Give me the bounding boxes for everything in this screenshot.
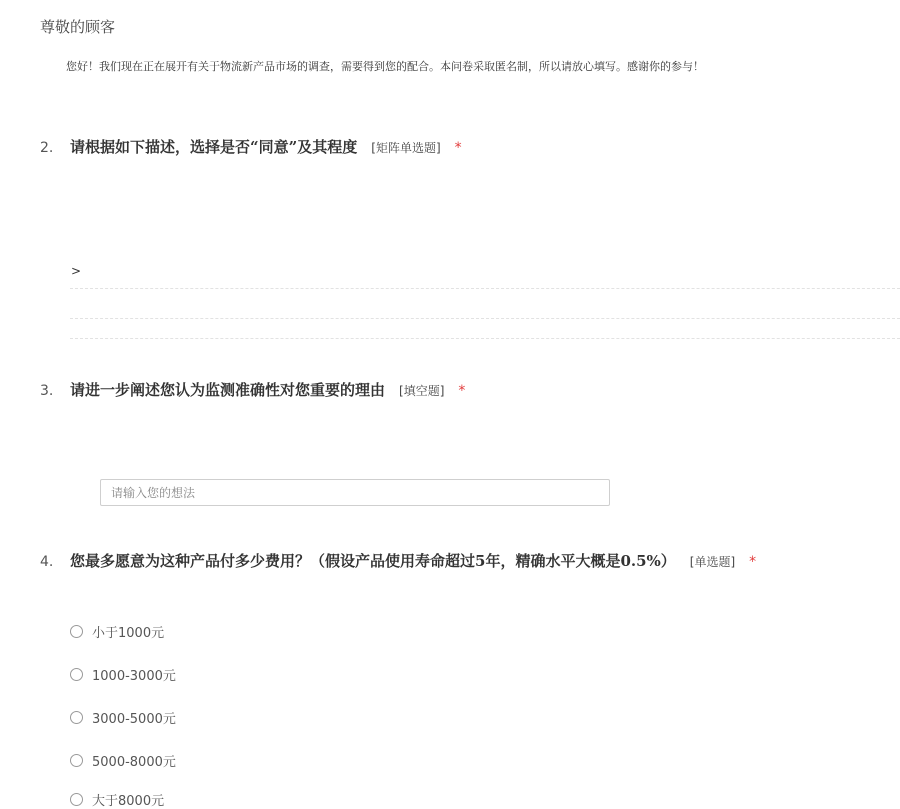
option-label: 小于1000元 bbox=[92, 626, 165, 641]
question-title: 您最多愿意为这种产品付多少费用？（假设产品使用寿命超过5年，精确水平大概是0.5%） bbox=[70, 552, 676, 570]
required-marker: * bbox=[749, 554, 757, 570]
question-number: 2. bbox=[40, 140, 54, 156]
required-marker: * bbox=[458, 383, 466, 399]
question-type-label: [矩阵单选题] bbox=[371, 141, 441, 155]
question-number: 4. bbox=[40, 554, 54, 570]
survey-intro: 您好！我们现在正在展开有关于物流新产品市场的调查，需要得到您的配合。本问卷采取匿名制，所以请放心填写。感谢你的参与！ bbox=[66, 60, 704, 73]
greeting-title: 尊敬的顾客 bbox=[40, 18, 116, 36]
radio-circle-icon[interactable] bbox=[70, 625, 83, 638]
option-radio-3[interactable] bbox=[70, 708, 176, 727]
option-label: 大于8000元 bbox=[92, 794, 165, 809]
question-type-label: [单选题] bbox=[689, 555, 736, 569]
radio-circle-icon[interactable] bbox=[70, 668, 83, 681]
option-radio-2[interactable] bbox=[70, 665, 176, 684]
option-radio-4[interactable] bbox=[70, 751, 176, 770]
radio-circle-icon[interactable] bbox=[70, 754, 83, 767]
question-number: 3. bbox=[40, 383, 54, 399]
radio-circle-icon[interactable] bbox=[70, 711, 83, 724]
matrix-divider bbox=[70, 338, 900, 339]
option-label: 3000-5000元 bbox=[92, 712, 176, 727]
option-label: 1000-3000元 bbox=[92, 669, 176, 684]
matrix-divider bbox=[70, 288, 900, 289]
question-4-header bbox=[40, 550, 756, 571]
radio-circle-icon[interactable] bbox=[70, 793, 83, 806]
question-type-label: [填空题] bbox=[399, 384, 445, 398]
option-radio-1[interactable] bbox=[70, 622, 164, 641]
question-3-header bbox=[40, 379, 465, 400]
question-title: 请进一步阐述您认为监测准确性对您重要的理由 bbox=[70, 381, 386, 399]
matrix-divider bbox=[70, 318, 900, 319]
matrix-expand-marker[interactable]: > bbox=[71, 264, 82, 278]
reason-text-input[interactable] bbox=[100, 479, 610, 506]
option-radio-5[interactable] bbox=[70, 790, 164, 809]
required-marker: * bbox=[454, 140, 462, 156]
question-2-header bbox=[40, 136, 462, 157]
question-title: 请根据如下描述，选择是否“同意”及其程度 bbox=[70, 138, 358, 156]
option-label: 5000-8000元 bbox=[92, 755, 176, 770]
